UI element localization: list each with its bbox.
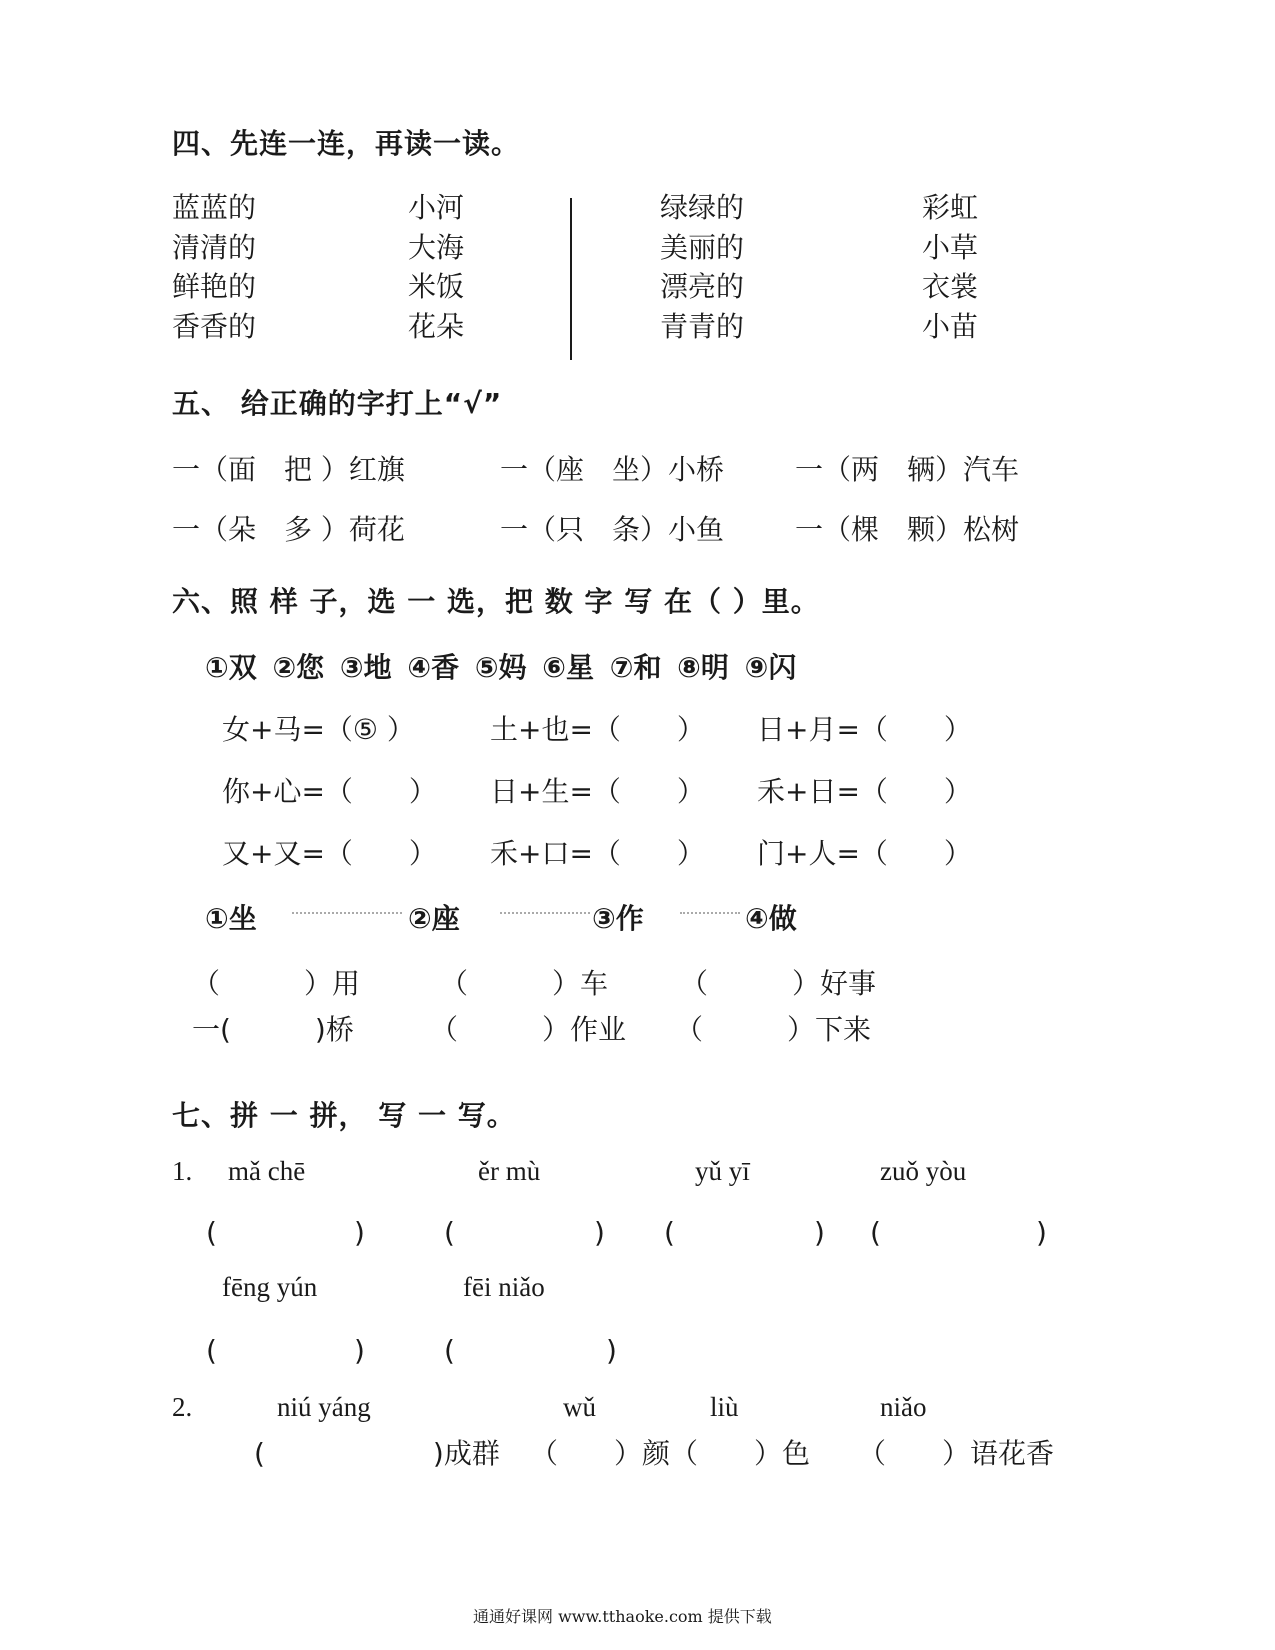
right-adjective: 绿绿的 (660, 191, 745, 224)
left-adjective: 香香的 (172, 310, 257, 343)
left-adjective: 清清的 (172, 231, 257, 264)
left-adjective: 蓝蓝的 (172, 191, 257, 224)
equation: 禾+日=（ ） (757, 775, 972, 808)
left-noun: 小河 (408, 191, 465, 224)
word-choice: ①坐 (205, 902, 257, 935)
choice-item: 一（两 辆）汽车 (795, 453, 1020, 486)
answer-paren-close: ) (594, 1216, 605, 1249)
equation: 禾+口=（ ） (490, 837, 705, 870)
section-6-title: 六、照 样 子，选 一 选，把 数 字 写 在（ ）里。 (172, 585, 820, 618)
question-number: 1. (172, 1156, 193, 1186)
equation: 你+心=（ ） (222, 775, 437, 808)
fill-phrase: （ ）好事 (680, 967, 877, 1000)
left-noun: 米饭 (408, 270, 465, 303)
answer-paren-open: ( (444, 1334, 455, 1367)
fill-phrase: （ ）作业 (430, 1013, 627, 1046)
word-choice: ③作 (592, 902, 644, 935)
fill-phrase: （ ）下来 (675, 1013, 872, 1046)
answer-paren-close: ) (1036, 1216, 1047, 1249)
right-noun: 彩虹 (922, 191, 979, 224)
equation: 女+马=（⑤ ） (222, 713, 415, 746)
answer-paren-open: ( (206, 1334, 217, 1367)
pinyin: wǔ (563, 1392, 596, 1422)
right-noun: 小草 (922, 231, 979, 264)
answer-paren-close: ) (814, 1216, 825, 1249)
choice-item: 一（面 把 ）红旗 (172, 453, 405, 486)
dotted-leader (500, 912, 590, 914)
answer-paren-close: ) (354, 1334, 365, 1367)
equation: 日+生=（ ） (490, 775, 705, 808)
fill-idiom: ( )成群 (254, 1437, 500, 1470)
fill-phrase: （ ）用 (192, 967, 361, 1000)
pinyin: fēi niǎo (463, 1272, 545, 1302)
right-adjective: 青青的 (660, 310, 745, 343)
answer-paren-close: ) (354, 1216, 365, 1249)
left-noun: 花朵 (408, 310, 465, 343)
choice-item: 一（棵 颗）松树 (795, 513, 1020, 546)
answer-paren-open: ( (664, 1216, 675, 1249)
pinyin: ěr mù (478, 1156, 541, 1186)
right-adjective: 漂亮的 (660, 270, 745, 303)
equation: 土+也=（ ） (490, 713, 705, 746)
dotted-leader (680, 912, 740, 914)
right-adjective: 美丽的 (660, 231, 745, 264)
fill-idiom: （ ）颜（ ）色 (530, 1437, 811, 1470)
choice-item: 一（座 坐）小桥 (500, 453, 725, 486)
pinyin: niǎo (880, 1392, 927, 1422)
column-divider (570, 198, 572, 360)
section-5-title: 五、 给正确的字打上“√” (172, 387, 503, 420)
pinyin: liù (710, 1392, 739, 1422)
answer-paren-open: ( (870, 1216, 881, 1249)
fill-phrase: （ ）车 (440, 967, 609, 1000)
left-noun: 大海 (408, 231, 465, 264)
right-noun: 小苗 (922, 310, 979, 343)
right-noun: 衣裳 (922, 270, 979, 303)
pinyin: niú yáng (277, 1392, 371, 1422)
fill-idiom: （ ）语花香 (858, 1437, 1055, 1470)
choice-item: 一（朵 多 ）荷花 (172, 513, 405, 546)
answer-paren-open: ( (444, 1216, 455, 1249)
word-choice: ④做 (745, 902, 797, 935)
pinyin: zuǒ yòu (880, 1156, 967, 1186)
pinyin: fēng yún (222, 1272, 318, 1302)
fill-phrase: 一( )桥 (192, 1013, 354, 1046)
word-choice: ②座 (408, 902, 460, 935)
left-adjective: 鲜艳的 (172, 270, 257, 303)
choice-item: 一（只 条）小鱼 (500, 513, 725, 546)
question-number: 2. (172, 1392, 193, 1422)
section-7-title: 七、拼 一 拼， 写 一 写。 (172, 1099, 516, 1132)
equation: 日+月=（ ） (757, 713, 972, 746)
equation: 又+又=（ ） (222, 837, 437, 870)
answer-paren-close: ) (606, 1334, 617, 1367)
pinyin: mǎ chē (228, 1156, 306, 1186)
footer-credit: 通通好课网 www.tthaoke.com 提供下载 (473, 1607, 772, 1626)
answer-paren-open: ( (206, 1216, 217, 1249)
character-options: ①双 ②您 ③地 ④香 ⑤妈 ⑥星 ⑦和 ⑧明 ⑨闪 (205, 651, 797, 684)
dotted-leader (292, 912, 402, 914)
pinyin: yǔ yī (695, 1156, 750, 1186)
section-4-title: 四、先连一连，再读一读。 (172, 127, 521, 160)
equation: 门+人=（ ） (757, 837, 972, 870)
